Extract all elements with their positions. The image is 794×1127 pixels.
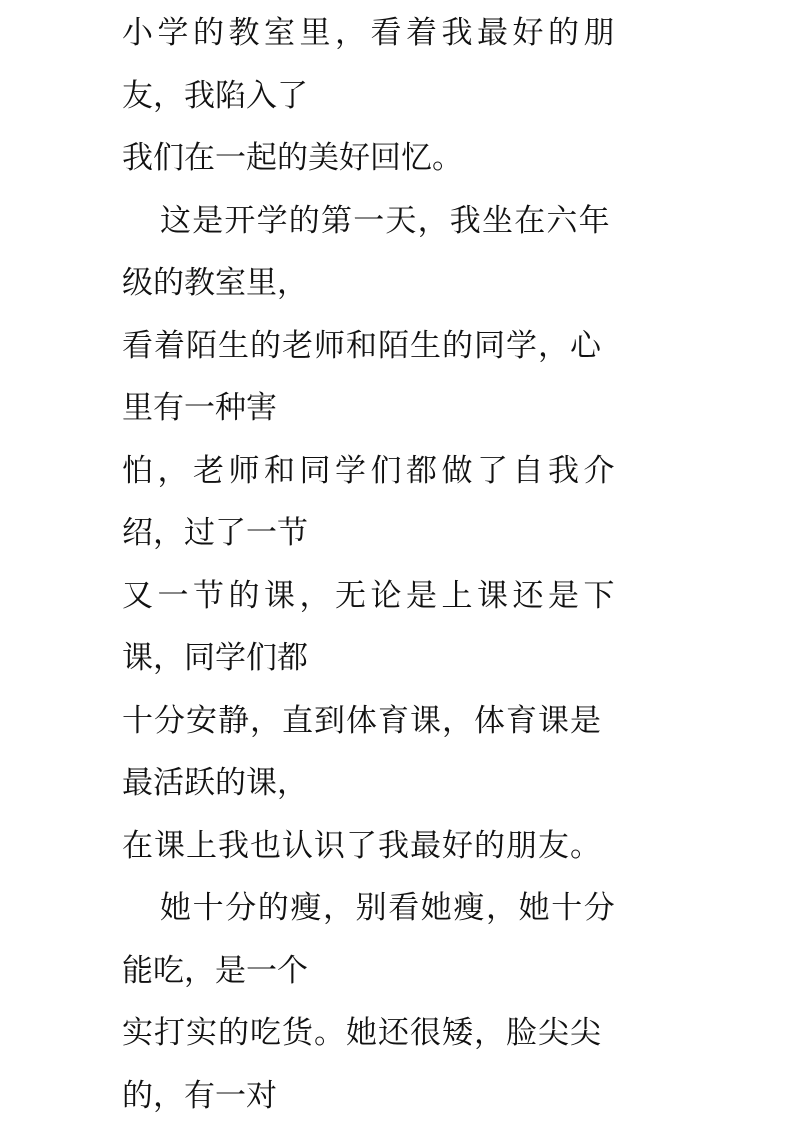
text-line: 的，有一对 bbox=[122, 1065, 682, 1127]
text-line: 实打实的吃货。她还很矮，脸尖尖 bbox=[122, 1002, 682, 1065]
text-line: 怕，老师和同学们都做了自我介 bbox=[122, 440, 682, 503]
text-line: 小学的教室里，看着我最好的朋 bbox=[122, 2, 682, 65]
text-line: 级的教室里， bbox=[122, 252, 682, 315]
text-line: 友，我陷入了 bbox=[122, 65, 682, 128]
text-line: 能吃，是一个 bbox=[122, 940, 682, 1003]
text-body bbox=[122, 0, 682, 1127]
text-line: 她十分的瘦，别看她瘦，她十分 bbox=[122, 877, 682, 940]
text-line: 最活跃的课， bbox=[122, 752, 682, 815]
text-line: 课，同学们都 bbox=[122, 627, 682, 690]
text-line: 又一节的课，无论是上课还是下 bbox=[122, 565, 682, 628]
text-line: 我们在一起的美好回忆。 bbox=[122, 127, 682, 190]
text-line: 里有一种害 bbox=[122, 377, 682, 440]
text-line: 绍，过了一节 bbox=[122, 502, 682, 565]
text-line: 看着陌生的老师和陌生的同学，心 bbox=[122, 315, 682, 378]
text-line: 十分安静，直到体育课，体育课是 bbox=[122, 690, 682, 753]
text-line: 这是开学的第一天，我坐在六年 bbox=[122, 190, 682, 253]
text-line: 在课上我也认识了我最好的朋友。 bbox=[122, 815, 682, 878]
